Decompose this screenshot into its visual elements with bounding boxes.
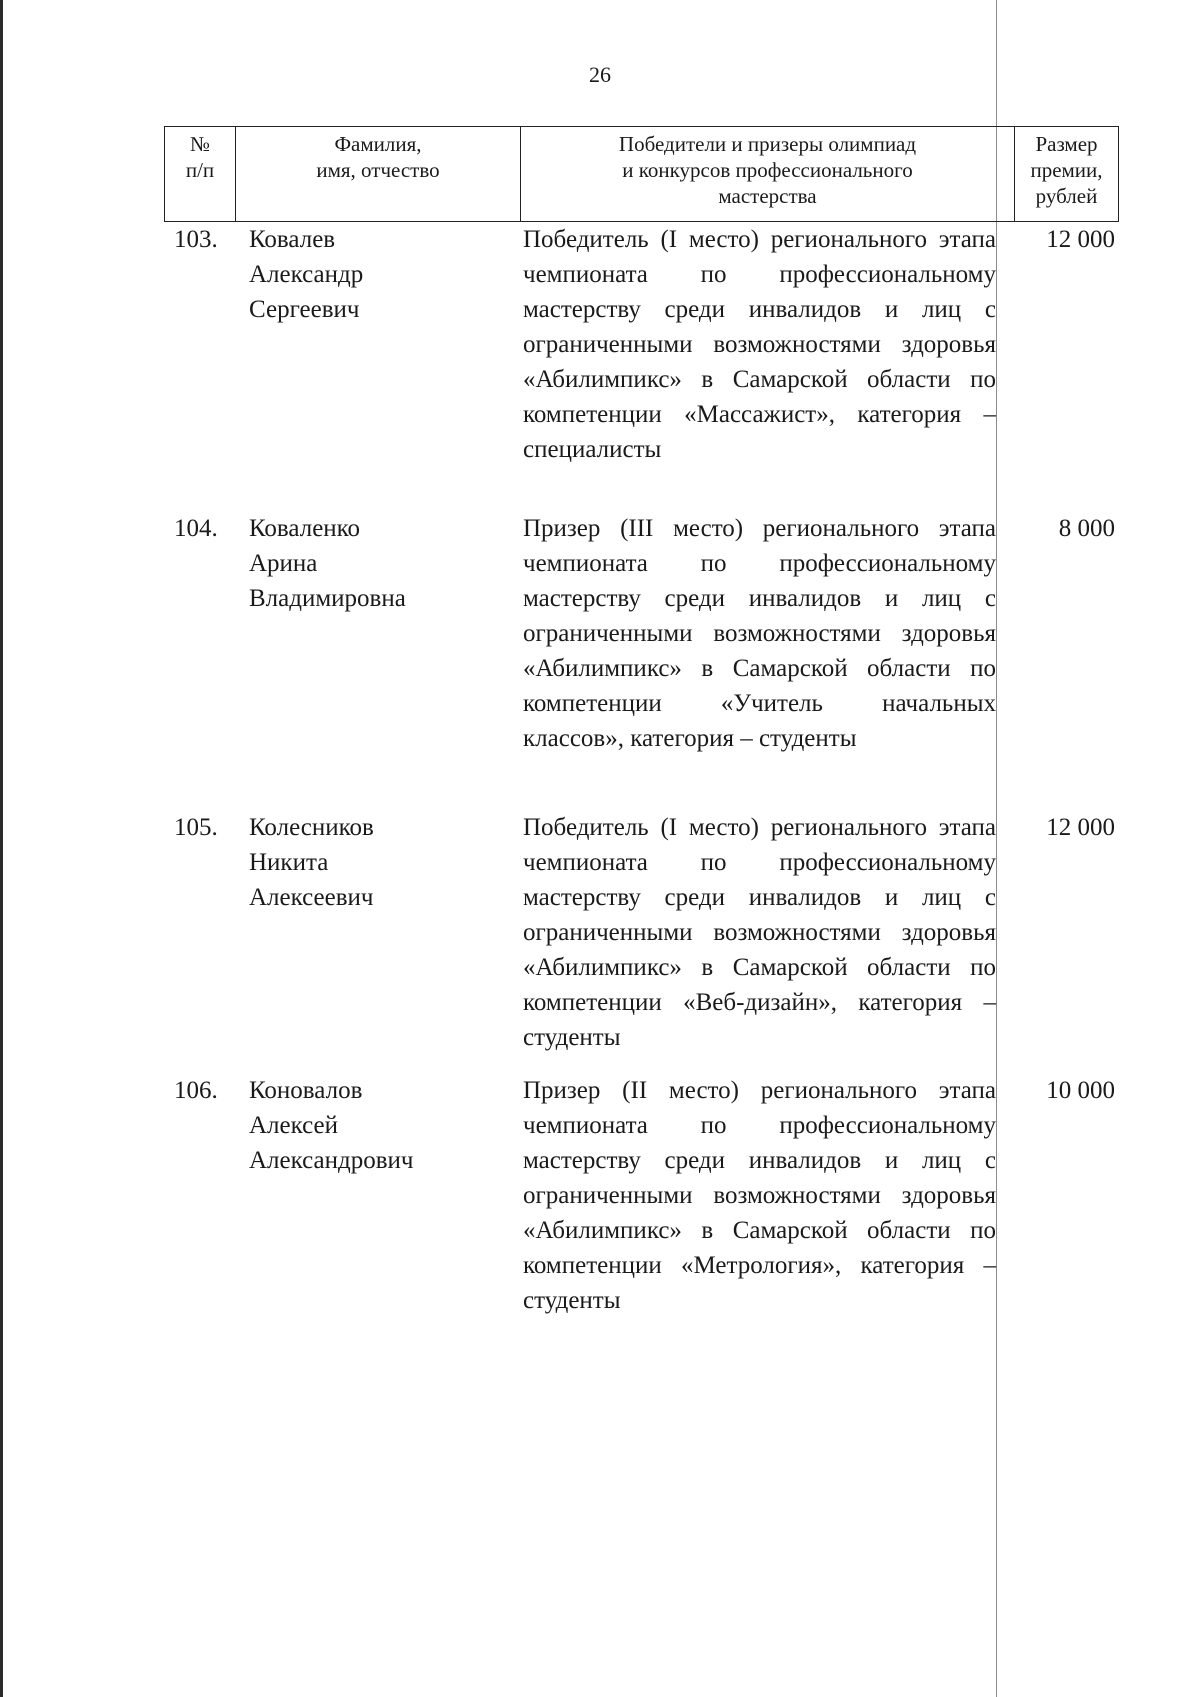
row-number: 104. (174, 515, 218, 542)
first-name: Арина (249, 550, 318, 577)
row-achievement: Призер (II место) регионального этапа чемпионата по профессиональному мастерству среди инвалидов и лиц с ограниченными возможностями здоровья «Абилимпикс» в Самарской области по компетенции «Метрология», категория – студенты (523, 1077, 996, 1314)
row-full-name (249, 810, 509, 915)
header-number: № п/п (185, 132, 215, 182)
header-full-name: Фамилия, имя, отчество (235, 127, 520, 221)
row-number: 103. (174, 226, 218, 253)
first-name: Алексей (249, 1112, 339, 1139)
fold-line (996, 0, 997, 1697)
table-header (164, 126, 1119, 222)
row-full-name (249, 1073, 509, 1178)
first-name: Александр (249, 261, 364, 288)
row-number: 106. (174, 1077, 218, 1104)
first-name: Никита (249, 849, 329, 876)
row-full-name (249, 511, 509, 616)
row-prize-amount: 8 000 (1058, 515, 1115, 542)
row-achievement: Победитель (I место) регионального этапа чемпионата по профессиональному мастерству среди инвалидов и лиц с ограниченными возможностями здоровья «Абилимпикс» в Самарской области по компетенции «Массажист», категория – специалисты (523, 226, 996, 463)
patronymic: Александрович (249, 1147, 414, 1174)
patronymic: Владимировна (249, 585, 406, 612)
row-prize-amount: 12 000 (1046, 814, 1115, 841)
scan-edge (0, 0, 3, 1697)
row-achievement: Победитель (I место) регионального этапа чемпионата по профессиональному мастерству среди инвалидов и лиц с ограниченными возможностями здоровья «Абилимпикс» в Самарской области по компетенции «Веб-дизайн», категория – студенты (523, 814, 996, 1051)
patronymic: Алексеевич (249, 884, 374, 911)
header-achievement: Победители и призеры олимпиад и конкурсов профессионального мастерства (520, 127, 1014, 221)
last-name: Коновалов (249, 1077, 363, 1104)
last-name: Ковалев (249, 226, 336, 253)
row-prize-amount: 10 000 (1046, 1077, 1115, 1104)
patronymic: Сергеевич (249, 296, 360, 323)
header-prize-amount: Размер премии, рублей (1014, 127, 1118, 221)
page-number: 26 (589, 62, 611, 87)
row-prize-amount: 12 000 (1046, 226, 1115, 253)
last-name: Колесников (249, 814, 374, 841)
row-number: 105. (174, 814, 218, 841)
row-achievement: Призер (III место) регионального этапа чемпионата по профессиональному мастерству среди инвалидов и лиц с ограниченными возможностями здоровья «Абилимпикс» в Самарской области по компетенции «Учитель начальных классов», категория – студенты (523, 515, 996, 752)
row-full-name (249, 222, 509, 327)
last-name: Коваленко (249, 515, 361, 542)
